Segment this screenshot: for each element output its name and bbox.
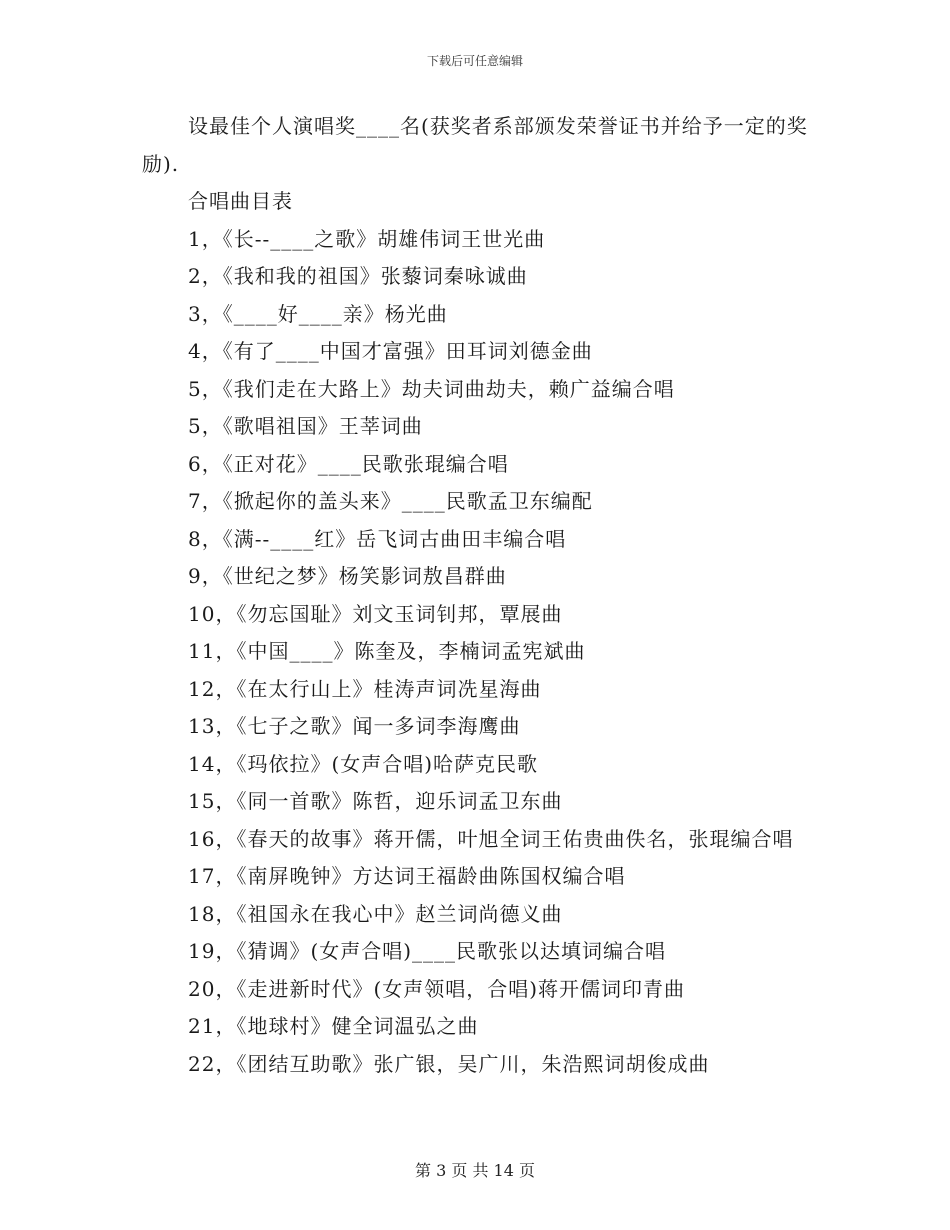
song-list-item: 1，《长--____之歌》胡雄伟词王世光曲	[188, 226, 546, 251]
song-list-item: 13，《七子之歌》闻一多词李海鹰曲	[188, 714, 521, 738]
song-list-item: 9，《世纪之梦》杨笑影词敖昌群曲	[188, 564, 507, 588]
song-list-item: 12，《在太行山上》桂涛声词冼星海曲	[188, 676, 542, 701]
song-list-item: 4，《有了____中国才富强》田耳词刘德金曲	[188, 339, 593, 363]
song-list-item: 10，《勿忘国耻》刘文玉词钊邦，覃展曲	[188, 601, 563, 626]
document-body	[142, 108, 822, 1083]
song-list-item: 5，《我们走在大路上》劫夫词曲劫夫，赖广益编合唱	[188, 376, 675, 401]
song-list-item: 8，《满--____红》岳飞词古曲田丰编合唱	[188, 526, 567, 551]
song-list-item: 2，《我和我的祖国》张藜词秦咏诚曲	[188, 264, 528, 288]
song-list-item: 7，《掀起你的盖头来》____民歌孟卫东编配	[188, 489, 593, 513]
song-list-item: 17，《南屏晚钟》方达词王福龄曲陈国权编合唱	[188, 864, 626, 888]
song-list-item: 5，《歌唱祖国》王莘词曲	[188, 414, 423, 438]
page-footer: 第 3 页 共 14 页	[415, 1161, 535, 1180]
paragraph-heading: 合唱曲目表	[188, 189, 293, 213]
song-list-item: 19，《猜调》(女声合唱)____民歌张以达填词编合唱	[188, 939, 667, 963]
paragraph-award: 设最佳个人演唱奖____名(获奖者系部颁发荣誉证书并给予一定的奖励).	[142, 114, 808, 176]
song-list-item: 3，《____好____亲》杨光曲	[188, 301, 448, 326]
song-list-item: 6，《正对花》____民歌张琨编合唱	[188, 451, 509, 476]
song-list-item: 21，《地球村》健全词温弘之曲	[188, 1014, 479, 1038]
song-list-item: 20，《走进新时代》(女声领唱，合唱)蒋开儒词印青曲	[188, 976, 686, 1001]
song-list-item: 18，《祖国永在我心中》赵兰词尚德义曲	[188, 901, 563, 926]
song-list-item: 15，《同一首歌》陈哲，迎乐词孟卫东曲	[188, 789, 563, 813]
song-list-item: 22，《团结互助歌》张广银，吴广川，朱浩熙词胡俊成曲	[188, 1051, 710, 1076]
song-list-item: 16，《春天的故事》蒋开儒，叶旭全词王佑贵曲佚名，张琨编合唱	[188, 826, 794, 851]
song-list-item: 11，《中国____》陈奎及，李楠词孟宪斌曲	[188, 639, 586, 663]
page-header: 下载后可任意编辑	[426, 54, 523, 68]
song-list-item: 14，《玛依拉》(女声合唱)哈萨克民歌	[188, 751, 539, 776]
